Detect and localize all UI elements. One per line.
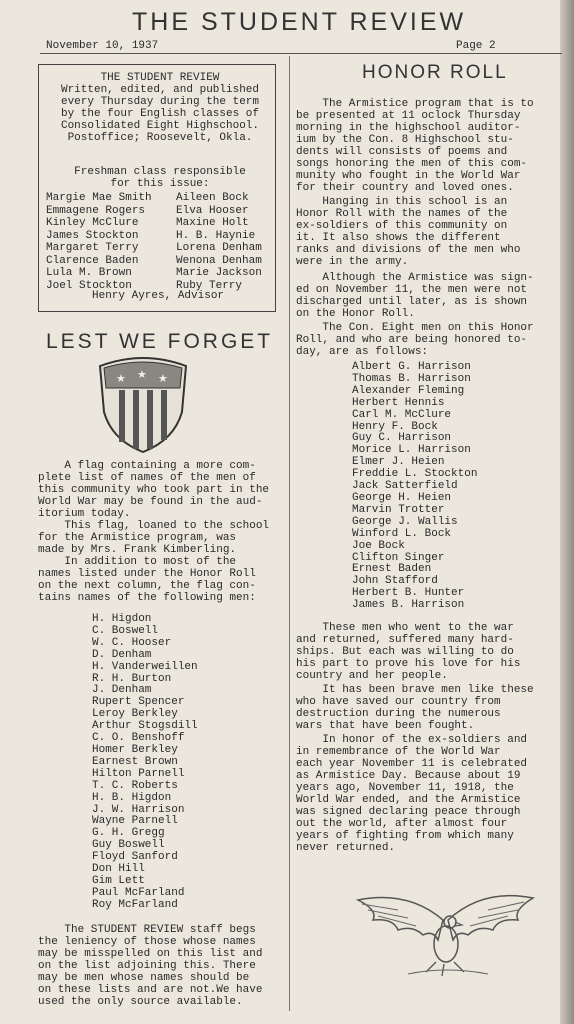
list-item: Gim Lett [92,874,145,887]
list-item: Wayne Parnell [92,815,178,828]
masthead-title: THE STUDENT REVIEW [132,8,467,36]
staff-row [46,242,282,255]
list-item: Marvin Trotter [352,503,445,516]
honor-roll-paragraph: Hanging in this school is an Honor Roll with the names of the ex-soldiers of this community on it. It also shows the different ranks and divisions of the men who were in the army. [296,196,521,268]
page-number: Page 2 [456,40,496,52]
list-item: Paul McFarland [92,886,185,899]
list-item: John Stafford [352,575,438,588]
staff-name: Lorena Denham [176,242,262,254]
list-item: J. Denham [92,684,152,697]
list-item: T. C. Roberts [92,779,178,792]
list-item: H. Higdon [92,613,152,625]
staff-row [46,267,282,280]
svg-text:★: ★ [137,368,147,381]
staff-name: Maxine Holt [176,217,249,229]
staff-name: Aileen Bock [176,192,249,204]
list-item: Arthur Stogsdill [92,720,198,733]
list-item: Hilton Parnell [92,767,185,780]
list-item: Herbert Hennis [352,396,445,409]
list-item: Rupert Spencer [92,696,185,709]
list-item: Morice L. Harrison [352,444,471,457]
list-item: G. H. Gregg [92,827,165,840]
list-item: C. O. Benshoff [92,732,185,745]
list-item: Clifton Singer [352,551,445,564]
list-item: R. H. Burton [92,672,172,685]
lest-we-forget-title: LEST WE FORGET [46,330,274,353]
staff-name: James Stockton [46,229,139,242]
flag-loan-paragraph: This flag, loaned to the school for the Armistice program, was made by Mrs. Frank Kimberling. [38,520,270,556]
shield-icon [94,352,192,454]
list-item: Homer Berkley [92,743,178,756]
list-item: Guy C. Harrison [352,432,452,445]
flag-name-list [92,614,198,912]
column-divider [289,56,290,1011]
publication-info [46,72,274,144]
list-item: Henry F. Bock [352,420,438,433]
svg-text:★: ★ [158,372,168,385]
advisor-name: Henry Ayres, Advisor [92,290,225,302]
list-item: Carl M. McClure [352,408,452,421]
staff-name: H. B. Haynie [176,229,256,242]
list-item: Jack Satterfield [352,480,458,493]
publication-line: Postoffice; Roosevelt, Okla. [67,132,253,144]
staff-list [46,192,282,292]
staff-name: Lula M. Brown [46,267,132,279]
list-item: Don Hill [92,863,145,876]
list-item: Joe Bock [352,539,405,552]
flag-names-intro: In addition to most of the names listed under the Honor Roll on the next column, the flag con- tains names of the following men: [38,556,256,604]
list-item: Elmer J. Heien [352,456,445,469]
publication-line: Written, edited, and published [60,84,260,96]
staff-name: Kinley McClure [46,217,139,229]
list-item: Herbert B. Hunter [352,587,465,600]
list-item: Winford L. Bock [352,527,452,540]
list-item: Thomas B. Harrison [352,372,471,385]
staff-name: Margie Mae Smith [46,192,152,204]
list-item: Guy Boswell [92,839,165,852]
list-item: C. Boswell [92,624,159,637]
publication-line: by the four English classes of [60,108,260,120]
staff-name: Ruby Terry [176,279,243,292]
staff-name: Marie Jackson [176,267,262,279]
list-item: Alexander Fleming [352,384,465,397]
svg-text:★: ★ [116,372,126,385]
flag-paragraph: A flag containing a more com- plete list of names of the men of this community who took part in the World War may be found in the aud- itorium today. [38,460,270,520]
freshman-line: Freshman class responsible [74,166,246,178]
list-item: J. W. Harrison [92,803,185,816]
list-item: Earnest Brown [92,755,178,768]
publication-line: Consolidated Eight Highschool. [60,120,260,132]
honored-men-intro: The Con. Eight men on this Honor Roll, and who are being honored to- day, are as follows: [296,322,534,358]
list-item: Freddie L. Stockton [352,468,478,481]
list-item: Ernest Baden [352,563,432,576]
armistice-day-paragraph: In honor of the ex-soldiers and in remembrance of the World War each year November 11 is celebrated as Armistice Day. Because about 19 years ago, November 11, 1918, the World War ended, and the Armistice was signed declaring peace through out the world, after almost four years of fighting from which many never returned. [296,734,528,854]
issue-date: November 10, 1937 [46,40,159,52]
staff-row [46,205,282,218]
freshman-note [46,166,274,190]
staff-row [46,217,282,230]
publication-line: THE STUDENT REVIEW [100,72,220,84]
list-item: Leroy Berkley [92,708,178,721]
staff-name: Emmagene Rogers [46,204,146,217]
list-item: W. C. Hooser [92,636,172,649]
staff-row [46,230,282,243]
list-item: Albert G. Harrison [352,361,471,373]
staff-row [46,192,282,205]
staff-row [46,255,282,268]
list-item: H. B. Higdon [92,791,172,804]
honor-roll-title: HONOR ROLL [362,62,508,83]
hardships-paragraph: These men who went to the war and returned, suffered many hard- ships. But each was willing to do his part to prove his love for his country and her people. [296,622,521,682]
armistice-paragraph: Although the Armistice was sign- ed on November 11, the men were not discharged until later, as is shown on the Honor Roll. [296,272,534,320]
list-item: Floyd Sanford [92,851,178,864]
brave-men-paragraph: It has been brave men like these who have saved our country from destruction during the numerous wars that have been fought. [296,684,534,732]
list-item: George J. Wallis [352,515,458,528]
honor-roll-name-list [352,362,477,612]
list-item: D. Denham [92,648,152,661]
staff-apology: The STUDENT REVIEW staff begs the leniency of those whose names may be misspelled on this list and on the list adjoining this. There may be men whose names should be on these lists and are not.We have used the only source available. [38,924,263,1008]
freshman-line: for this issue: [110,178,210,190]
staff-name: Elva Hooser [176,204,249,217]
list-item: James B. Harrison [352,599,465,612]
header-rule [40,53,562,54]
publication-line: every Thursday during the term [60,96,260,108]
program-paragraph: The Armistice program that is to be presented at 11 oclock Thursday morning in the highschool auditor- ium by the Con. 8 Highschool stu- dents will consists of poems and songs honoring the men of this com- munity who fought in the World War for their country and loved ones. [296,98,534,194]
staff-name: Joel Stockton [46,279,132,292]
page-edge [560,0,574,1024]
list-item: Roy McFarland [92,898,178,911]
list-item: H. Vanderweillen [92,660,198,673]
staff-name: Clarence Baden [46,254,139,267]
staff-name: Wenona Denham [176,254,262,267]
list-item: George H. Heien [352,491,452,504]
eagle-icon [338,880,548,980]
staff-name: Margaret Terry [46,242,139,254]
